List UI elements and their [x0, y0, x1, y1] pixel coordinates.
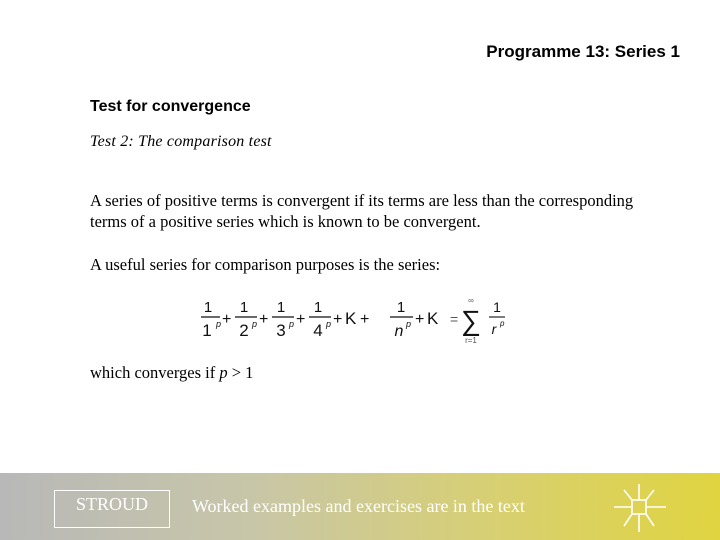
sum-lower-limit: r=1 [465, 336, 477, 345]
sum-term-base: r [491, 321, 497, 337]
sum-term-exponent: p [500, 319, 505, 328]
p-series-formula [200, 294, 520, 350]
test-subtitle: Test 2: The comparison test [90, 133, 272, 150]
general-term-numerator: 1 [396, 299, 406, 316]
term-1-base: 1 [202, 321, 212, 340]
plus-sign-4: + [333, 311, 343, 328]
term-3-base: 3 [276, 321, 286, 340]
p-series-formula-svg [200, 294, 520, 350]
sum-term-numerator: 1 [493, 299, 501, 315]
general-term-base: n [394, 323, 404, 340]
plus-sign-6: + [415, 311, 425, 328]
ellipsis-k-2: K [427, 309, 439, 328]
sum-symbol: ∑ [461, 305, 481, 336]
plus-sign-1: + [222, 311, 232, 328]
term-2-base: 2 [239, 321, 249, 340]
footer-note: Worked examples and exercises are in the text [192, 496, 525, 516]
term-2-numerator: 1 [239, 299, 249, 316]
comparison-test-definition: A series of positive terms is convergent if its terms are less than the corresponding terms of a positive series which is known to be convergent. [90, 191, 634, 231]
compass-star-icon [612, 482, 668, 539]
stroud-badge: STROUD [54, 490, 170, 528]
term-3-numerator: 1 [276, 299, 286, 316]
term-1-exponent: p [216, 319, 222, 329]
convergence-condition-suffix: > 1 [227, 363, 254, 382]
ellipsis-k-1: K [345, 309, 357, 328]
sum-upper-limit: ∞ [468, 296, 474, 305]
plus-sign-3: + [296, 311, 306, 328]
equals-sign: = [450, 311, 459, 327]
term-1-numerator: 1 [203, 299, 213, 316]
convergence-condition [90, 362, 650, 383]
term-4-numerator: 1 [313, 299, 323, 316]
term-4-base: 4 [313, 321, 323, 340]
programme-title: Programme 13: Series 1 [486, 42, 680, 61]
convergence-condition-variable: p [219, 363, 228, 382]
general-term-exponent: p [406, 319, 412, 329]
plus-sign-5: + [360, 311, 370, 328]
comparison-series-intro: A useful series for comparison purposes is the series: [90, 255, 441, 274]
term-3-exponent: p [289, 319, 295, 329]
term-4-exponent: p [326, 319, 332, 329]
section-title: Test for convergence [90, 98, 251, 115]
convergence-condition-prefix: which converges if [90, 363, 220, 382]
term-2-exponent: p [252, 319, 258, 329]
plus-sign-2: + [259, 311, 269, 328]
